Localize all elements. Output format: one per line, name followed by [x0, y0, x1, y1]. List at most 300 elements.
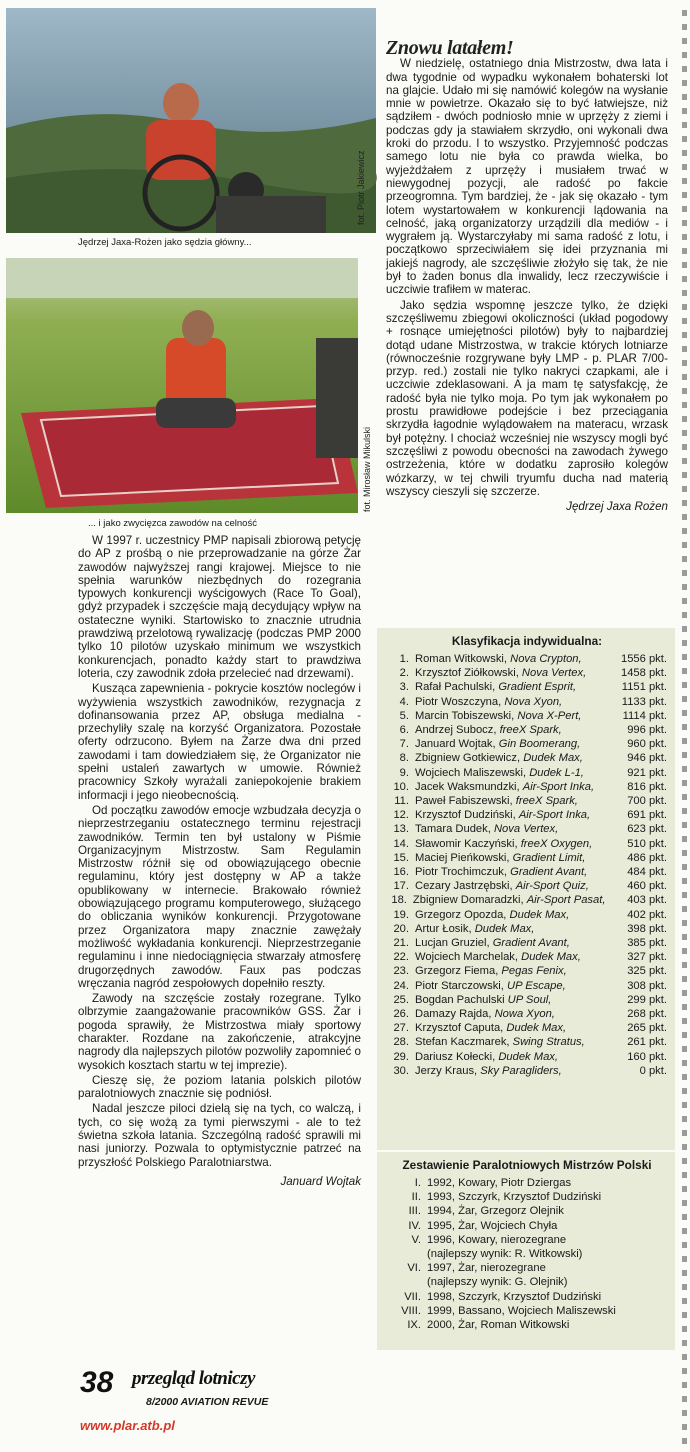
pilot-name [415, 879, 599, 893]
binding-hole [682, 738, 687, 744]
pilot-name [415, 993, 599, 1007]
pilot: Krzysztof Caputa, [415, 1022, 504, 1035]
pilot-name [415, 822, 599, 836]
left-author: Januard Wojtak [280, 1174, 361, 1188]
binding-hole [682, 122, 687, 128]
roman-numeral: I. [414, 1177, 421, 1189]
classification-row [387, 950, 667, 964]
score: 0 pkt. [639, 1064, 667, 1077]
rank: 1. [399, 653, 409, 665]
photo-judge-caption: Jędrzej Jaxa-Rożen jako sędzia główny... [78, 237, 252, 248]
pilot: Bogdan Pachulski [415, 993, 505, 1006]
binding-hole [682, 1032, 687, 1038]
score: 268 pkt. [627, 1008, 667, 1021]
binding-hole [682, 234, 687, 240]
pilot: Wojciech Marchelak, [415, 951, 519, 964]
rank: 16. [393, 866, 409, 879]
pilot: Maciej Pieńkowski, [415, 851, 510, 864]
champion-row [387, 1190, 667, 1204]
binding-hole [682, 1326, 687, 1332]
rank: 2. [399, 667, 409, 680]
binding-hole [682, 1200, 687, 1206]
champion-text: 1994, Żar, Grzegorz Olejnik [427, 1205, 564, 1218]
classification-row [387, 865, 667, 879]
binding-hole [682, 458, 687, 464]
rank: 13. [393, 823, 409, 836]
wing: freeX Spark, [515, 795, 578, 808]
pilot: Wojciech Maliszewski, [415, 766, 527, 779]
binding-hole [682, 416, 687, 422]
pilot: Zbigniew Domaradzki, [412, 894, 524, 907]
binding-hole [682, 752, 687, 758]
champion-text: 1997, Żar, nierozegrane [427, 1262, 546, 1275]
classification-row [387, 822, 667, 836]
champions-title: Zestawienie Paralotniowych Mistrzów Polski [402, 1158, 652, 1172]
champion-text: 1998, Szczyrk, Krzysztof Dudziński [427, 1290, 602, 1303]
pilot-name [415, 766, 599, 780]
binding-hole [682, 864, 687, 870]
pilot-name [415, 851, 599, 865]
champion-text: 1993, Szczyrk, Krzysztof Dudziński [427, 1191, 602, 1204]
binding-hole [682, 1438, 687, 1444]
binding-hole [682, 934, 687, 940]
binding-hole [682, 1270, 687, 1276]
binding-hole [682, 332, 687, 338]
binding-hole [682, 430, 687, 436]
binding-hole [682, 402, 687, 408]
roman-numeral: II. [411, 1191, 421, 1204]
binding-hole [682, 528, 687, 534]
wing: Gradient Avant, [510, 866, 588, 879]
binding-hole [682, 1242, 687, 1248]
classification-row [387, 922, 667, 936]
score: 327 pkt. [627, 951, 667, 964]
rank: 22. [393, 951, 409, 964]
binding-hole [682, 920, 687, 926]
binding-hole [682, 1004, 687, 1010]
binding-hole [682, 640, 687, 646]
rank: 15. [393, 851, 409, 864]
pilot: Piotr Woszczyna, [415, 695, 502, 708]
champion-text: 1995, Żar, Wojciech Chyła [427, 1219, 558, 1232]
binding-hole [682, 192, 687, 198]
binding-hole [682, 360, 687, 366]
score: 510 pkt. [627, 837, 667, 850]
binding-hole [682, 1228, 687, 1234]
binding-hole [682, 304, 687, 310]
binding-hole [682, 374, 687, 380]
binding-hole [682, 948, 687, 954]
wing: Air-Sport Inka, [518, 809, 591, 822]
score: 484 pkt. [627, 866, 667, 879]
pilot: Rafał Pachulski, [415, 681, 496, 694]
binding-hole [682, 1018, 687, 1024]
pilot-name [415, 865, 599, 879]
champion-text: (najlepszy wynik: G. Olejnik) [427, 1276, 568, 1289]
roman-numeral: IV. [408, 1219, 421, 1232]
binding-hole [682, 710, 687, 716]
binding-hole [682, 1130, 687, 1136]
binding-hole [682, 346, 687, 352]
binding-hole [682, 164, 687, 170]
wing: UP Escape, [507, 979, 566, 992]
pilot-name [415, 837, 599, 851]
pilot: Dariusz Kołecki, [415, 1050, 496, 1063]
wing: Nova X-Pert, [517, 709, 582, 722]
wing: Gradient Limit, [512, 851, 586, 864]
score: 921 pkt. [627, 766, 667, 779]
rank: 30. [393, 1064, 409, 1077]
magazine-logo: przegląd lotniczy [132, 1368, 255, 1389]
pilot-name [415, 794, 599, 808]
rank: 23. [393, 965, 409, 978]
wing: Swing Stratus, [512, 1036, 585, 1049]
wing: Nova Crypton, [510, 653, 582, 665]
binding-hole [682, 780, 687, 786]
rank: 27. [393, 1022, 409, 1035]
score: 460 pkt. [627, 880, 667, 893]
champion-row [387, 1219, 667, 1233]
score: 996 pkt. [627, 724, 667, 737]
rank: 5. [399, 709, 409, 722]
rank: 19. [393, 908, 409, 921]
score: 265 pkt. [627, 1022, 667, 1035]
classification-row [387, 908, 667, 922]
score: 691 pkt. [627, 809, 667, 822]
pilot: Grzegorz Fiema, [415, 965, 499, 978]
binding-hole [682, 696, 687, 702]
right-article [386, 37, 668, 514]
champion-row [387, 1233, 667, 1247]
champion-row [387, 1304, 667, 1318]
binding-hole [682, 108, 687, 114]
champion-row [387, 1318, 667, 1332]
classification-row [387, 680, 667, 694]
binding-hole [682, 990, 687, 996]
photo-judge-credit: fot. Piotr Jakiewicz [356, 150, 366, 225]
binding-hole [682, 66, 687, 72]
binding-hole [682, 1186, 687, 1192]
wing: Air-Sport Quiz, [515, 880, 589, 893]
rank: 21. [393, 937, 409, 950]
pilot: Jacek Waksmundzki, [415, 780, 520, 793]
binding-hole [682, 486, 687, 492]
photo-judge [6, 8, 376, 233]
pilot: Zbigniew Gotkiewicz, [415, 752, 521, 765]
binding-hole [682, 1102, 687, 1108]
roman-numeral: III. [408, 1205, 421, 1218]
pilot-name [415, 1007, 599, 1021]
classification-row [387, 737, 667, 751]
score: 299 pkt. [627, 993, 667, 1006]
binding-hole [682, 1354, 687, 1360]
rank: 18. [391, 894, 407, 907]
pilot: Jerzy Kraus, [415, 1064, 478, 1077]
score: 816 pkt. [627, 780, 667, 793]
rank: 28. [393, 1036, 409, 1049]
binding-hole [682, 318, 687, 324]
pilot: Grzegorz Opozda, [415, 908, 507, 921]
binding-hole [682, 1214, 687, 1220]
champions-box [377, 1152, 675, 1350]
wing: Dudek Max, [521, 951, 581, 964]
binding-hole [682, 178, 687, 184]
score: 623 pkt. [627, 823, 667, 836]
pilot-name [415, 737, 599, 751]
pilot: Piotr Starczowski, [415, 979, 504, 992]
wing: Pegas Fenix, [501, 965, 567, 978]
left-paragraph: Nadal jeszcze piloci dzielą się na tych, co walczą, i tych, co się wożą za tymi pierwszymi - ale to też świetna szkoła latania. Szczególną radość sprawili mi nasi juniorzy. Pozwala to optymistycznie patrzeć na przyszłość Polskiego Paralotniarstwa. [78, 1102, 361, 1169]
pilot: Andrzej Subocz, [415, 724, 497, 737]
pilot-name [415, 950, 599, 964]
pilot-name [413, 893, 606, 907]
score: 398 pkt. [627, 922, 667, 935]
classification-row [387, 723, 667, 737]
wing: Dudek L-1, [529, 766, 584, 779]
classification-row [387, 695, 667, 709]
photo-judge-image [6, 8, 376, 233]
wing: UP Soul, [507, 993, 552, 1006]
binding-hole [682, 38, 687, 44]
right-author: Jędrzej Jaxa Rożen [566, 500, 668, 514]
wing: Air-Sport Inka, [522, 780, 595, 793]
rank: 11. [394, 795, 409, 808]
binding-hole [682, 766, 687, 772]
binding-edge [676, 0, 690, 1452]
pilot: Damazy Rajda, [415, 1008, 492, 1021]
pilot: Marcin Tobiszewski, [415, 709, 515, 722]
classification-row [387, 851, 667, 865]
binding-hole [682, 626, 687, 632]
pilot-name [415, 922, 599, 936]
binding-hole [682, 976, 687, 982]
classification-row [387, 979, 667, 993]
binding-hole [682, 570, 687, 576]
pilot-name [415, 652, 599, 666]
article-title: Znowu latałem! [386, 37, 514, 59]
rank: 17. [393, 880, 409, 893]
classification-row [387, 766, 667, 780]
score: 1151 pkt. [621, 681, 667, 694]
binding-hole [682, 682, 687, 688]
classification-row [387, 1007, 667, 1021]
champion-text: (najlepszy wynik: R. Witkowski) [427, 1248, 583, 1261]
classification-row [387, 780, 667, 794]
binding-hole [682, 1396, 687, 1402]
binding-hole [682, 150, 687, 156]
binding-hole [682, 290, 687, 296]
rank: 20. [393, 922, 409, 935]
pilot-name [415, 964, 599, 978]
classification-row [387, 652, 667, 666]
binding-hole [682, 612, 687, 618]
binding-hole [682, 1256, 687, 1262]
pilot: Paweł Fabiszewski, [415, 795, 513, 808]
page-number: 38 [80, 1366, 114, 1399]
binding-hole [682, 206, 687, 212]
binding-hole [682, 80, 687, 86]
binding-hole [682, 514, 687, 520]
pilot: Krzysztof Dudziński, [415, 809, 516, 822]
classification-row [387, 709, 667, 723]
binding-hole [682, 444, 687, 450]
binding-hole [682, 542, 687, 548]
score: 403 pkt. [627, 894, 667, 907]
wing: Nowa Xyon, [494, 1008, 555, 1021]
score: 402 pkt. [627, 908, 667, 921]
wing: freeX Oxygen, [520, 837, 593, 850]
wing: Gradient Avant, [492, 937, 570, 950]
binding-hole [682, 822, 687, 828]
classification-row [387, 837, 667, 851]
score: 308 pkt. [627, 979, 667, 992]
champion-row [387, 1261, 667, 1275]
rank: 29. [393, 1050, 409, 1063]
score: 1114 pkt. [622, 709, 667, 722]
classification-row [387, 993, 667, 1007]
binding-hole [682, 10, 687, 16]
issue-label: 8/2000 AVIATION REVUE [146, 1396, 269, 1408]
right-paragraph: Jako sędzia wspomnę jeszcze tylko, że dzięki szczęśliwemu zbiegowi okoliczności (układ pogodowy + rosnące umiejętności pilotów) były to najbardziej dotąd udane Mistrzostwa, w trakcie których lotniarze (równocześnie rozgrywane były LMP - p. PLAR 7/00- przyp. red.) zostali nie tylko nakryci czapkami, ale i uczciwie zdeklasowani. A ja mam tę satysfakcję, że radość była nie tylko moja. Po tym jak wykonałem po prostu prawidłowe podejście i bez przeciągania skrzydła łagodnie wylądowałem na materacu, wrzask był potężny. I chociaż wcześniej nie wszyscy mogli być szczęśliwi z powodu obecności na zawodach żywego ostrzeżenia, które w dodatku zaprosiło kolegów wózkarzy, w tej chwili tryumfu ducha nad materią wszyscy cieszyli się szczerze. [386, 298, 668, 498]
champion-row [387, 1275, 667, 1289]
pilot-name [415, 1021, 599, 1035]
rank: 8. [399, 752, 409, 765]
roman-numeral: VIII. [401, 1304, 421, 1317]
roman-numeral: VI. [407, 1262, 421, 1275]
binding-hole [682, 94, 687, 100]
pilot: Artur Łosik, [415, 922, 472, 935]
score: 1556 pkt. [620, 653, 667, 665]
photo-winner-credit: fot. Mirosław Mikulski [362, 426, 372, 512]
binding-hole [682, 892, 687, 898]
classification-row [387, 1050, 667, 1064]
wing: Dudek Max, [523, 752, 583, 765]
champion-text: 1992, Kowary, Piotr Dziergas [427, 1177, 572, 1189]
binding-hole [682, 388, 687, 394]
binding-hole [682, 1046, 687, 1052]
binding-hole [682, 262, 687, 268]
binding-hole [682, 500, 687, 506]
score: 385 pkt. [627, 937, 667, 950]
pilot: Cezary Jastrzębski, [415, 880, 513, 893]
binding-hole [682, 836, 687, 842]
left-article [78, 534, 361, 1188]
wing: Gin Boomerang, [498, 738, 581, 751]
binding-hole [682, 794, 687, 800]
rank: 14. [393, 837, 409, 850]
binding-hole [682, 1060, 687, 1066]
left-paragraph: Zawody na szczęście zostały rozegrane. Tylko olbrzymie zaangażowanie pracowników GSS. Żar i pogoda sprawiły, że Mistrzostwa miały sportowy charakter. Rozdane na zakończenie, atrakcyjne nagrody dla najlepszych pilotów pozwoliły zapomnieć o wysokich kosztach startu w tej imprezie). [78, 992, 361, 1072]
pilot: Roman Witkowski, [415, 653, 508, 665]
left-paragraph: Od początku zawodów emocje wzbudzała decyzja o nieprzestrzeganiu ostatecznego terminu rejestracji zawodników. Termin ten był ustalony w Piśmie Organizacyjnym Mistrzostw. Sam Regulamin Mistrzostw różnił się od obowiązującego obecnie regulaminu, który jest dostępny w AP a także opublikowany w internecie. Brakowało również obowiązującego programu komputerowego, służącego do obliczania wyników konkurencji. Przygotowane przez Organizatora mapy znacznie zawężały możliwość wykładania konkurencji. Nieprzestrzeganie regulaminu i inne niedociągnięcia stwarzały atmosferę drugorzędnych zawodów. Faux pas podczas wręczania nagród zespołowych dopełniło reszty. [78, 803, 361, 990]
pilot-name [415, 723, 599, 737]
score: 1133 pkt. [621, 695, 667, 708]
classification-list [387, 652, 667, 1078]
website-link[interactable]: www.plar.atb.pl [80, 1418, 175, 1433]
classification-row [387, 1021, 667, 1035]
score: 160 pkt. [627, 1050, 667, 1063]
binding-hole [682, 1368, 687, 1374]
rank: 7. [399, 738, 409, 751]
pilot-name [415, 979, 599, 993]
left-paragraph: W 1997 r. uczestnicy PMP napisali zbiorową petycję do AP z prośbą o nie przeprowadzanie na górze Żar zawodów najwyższej rangi krajowej. Miejsce to nie spełnia warunków niezbędnych do rozegrania typowych konkurencji wyścigowych (Race To Goal), gdyż przypadek i szczęście mają decydujący wpływ na ostateczne wyniki. Startowisko to znacznie utrudnia prawdziwą przelotową rywalizację (podczas PMP 2000 tylko 10 pilotów uzyskało minimum we wszystkich konkurencjach, ponadto każdy start to prawdziwa loteria, czy zawodnik zdoła przelecieć nad drzewami). [78, 534, 361, 680]
wing: Gradient Esprit, [498, 681, 577, 694]
wing: Dudek Max, [474, 922, 535, 935]
pilot-name [415, 1050, 599, 1064]
binding-hole [682, 220, 687, 226]
pilot-name [415, 936, 599, 950]
champion-row [387, 1290, 667, 1304]
pilot-name [415, 1035, 599, 1049]
rank: 10. [393, 780, 409, 793]
binding-hole [682, 276, 687, 282]
binding-hole [682, 724, 687, 730]
photo-winner-caption: ... i jako zwycięzca zawodów na celność [88, 518, 257, 529]
pilot: Lucjan Gruziel, [415, 937, 490, 950]
binding-hole [682, 808, 687, 814]
pilot-name [415, 666, 599, 680]
champion-text: 2000, Żar, Roman Witkowski [427, 1319, 570, 1332]
right-paragraph: W niedzielę, ostatniego dnia Mistrzostw, dwa lata i dwa tygodnie od wypadku wykonałem bohaterski lot na glajcie. Udało mi się namówić kolegów na wysłanie mnie w powietrze. Okazało się to być łatwiejsze, niż sądziłem - dwóch podniosło mnie w uprzęży z ziemi i podczas gdy ja stawiałem skrzydło, oni wykonali dwa kroki do przodu. I to wszystko. Przyjemność podczas samego lotu nie była co prawda wielka, bo wyjeżdżałem z uprzęży i musiałem trwać w niewygodnej pozycji, ale radość po fakcie przeogromna. Tym bardziej, że - jak się okazało - tym lotem wystartowałem w konkurencji lądowania na celność, jaką organizatorzy urządzili dla mediów - i wygrałem ją. Wystarczyłaby mi sama radość z lotu, i początkowo sprzeciwiałem się idei przyznania mi jakiejś nagrody, ale szczęśliwie złożyło się tak, że nie był to żaden bonus dla inwalidy, lecz rzeczywiście i uczciwie trafiłem w materac. [386, 57, 668, 297]
rank: 12. [393, 809, 409, 822]
pilot: Tamara Dudek, [415, 823, 491, 836]
binding-hole [682, 1158, 687, 1164]
rank: 25. [393, 993, 409, 1006]
champion-text: 1999, Bassano, Wojciech Maliszewski [427, 1304, 616, 1317]
binding-hole [682, 878, 687, 884]
roman-numeral: VII. [404, 1290, 421, 1303]
classification-row [387, 1064, 667, 1078]
wing: freeX Spark, [499, 724, 562, 737]
score: 700 pkt. [627, 795, 667, 808]
pilot-name [415, 680, 599, 694]
binding-hole [682, 1172, 687, 1178]
score: 946 pkt. [627, 752, 667, 765]
pilot-name [415, 1064, 599, 1078]
binding-hole [682, 668, 687, 674]
classification-row [387, 893, 667, 907]
wing: Dudek Max, [509, 908, 570, 921]
binding-hole [682, 1340, 687, 1346]
binding-hole [682, 248, 687, 254]
pilot-name [415, 695, 599, 709]
pilot: Krzysztof Ziółkowski, [415, 667, 519, 680]
score: 261 pkt. [627, 1036, 667, 1049]
binding-hole [682, 52, 687, 58]
wing: Nova Vertex, [521, 667, 587, 680]
binding-hole [682, 1424, 687, 1430]
score: 1458 pkt. [620, 667, 667, 680]
classification-row [387, 964, 667, 978]
pilot: Sławomir Kaczyński, [415, 837, 518, 850]
pilot-name [415, 908, 599, 922]
score: 486 pkt. [627, 851, 667, 864]
classification-row [387, 666, 667, 680]
roman-numeral: V. [411, 1233, 421, 1246]
classification-row [387, 751, 667, 765]
left-paragraph: Kusząca zapewnienia - pokrycie kosztów noclegów i wyżywienia wszystkich zawodników, rezygnacja z dofinansowania przez AP, obsługa medialna - przechyliły szalę na korzyść Organizatora. Pozostałe oferty odrzucono. Byłem na Żarze dwa dni przed zawodami i tam dowiedziałem się, że Organizator nie spełni ustaleń zawartych w umowie. Również pracownicy Szkoły wyrażali zaniepokojenie brakiem informacji i jego nieobecnością. [78, 682, 361, 802]
binding-hole [682, 1074, 687, 1080]
binding-hole [682, 1144, 687, 1150]
rank: 6. [399, 724, 409, 737]
classification-row [387, 794, 667, 808]
classification-box [377, 628, 675, 1150]
pilot: Januard Wojtak, [415, 738, 496, 751]
pilot-name [415, 751, 599, 765]
classification-row [387, 879, 667, 893]
wing: Dudek Max, [506, 1022, 567, 1035]
binding-hole [682, 1410, 687, 1416]
